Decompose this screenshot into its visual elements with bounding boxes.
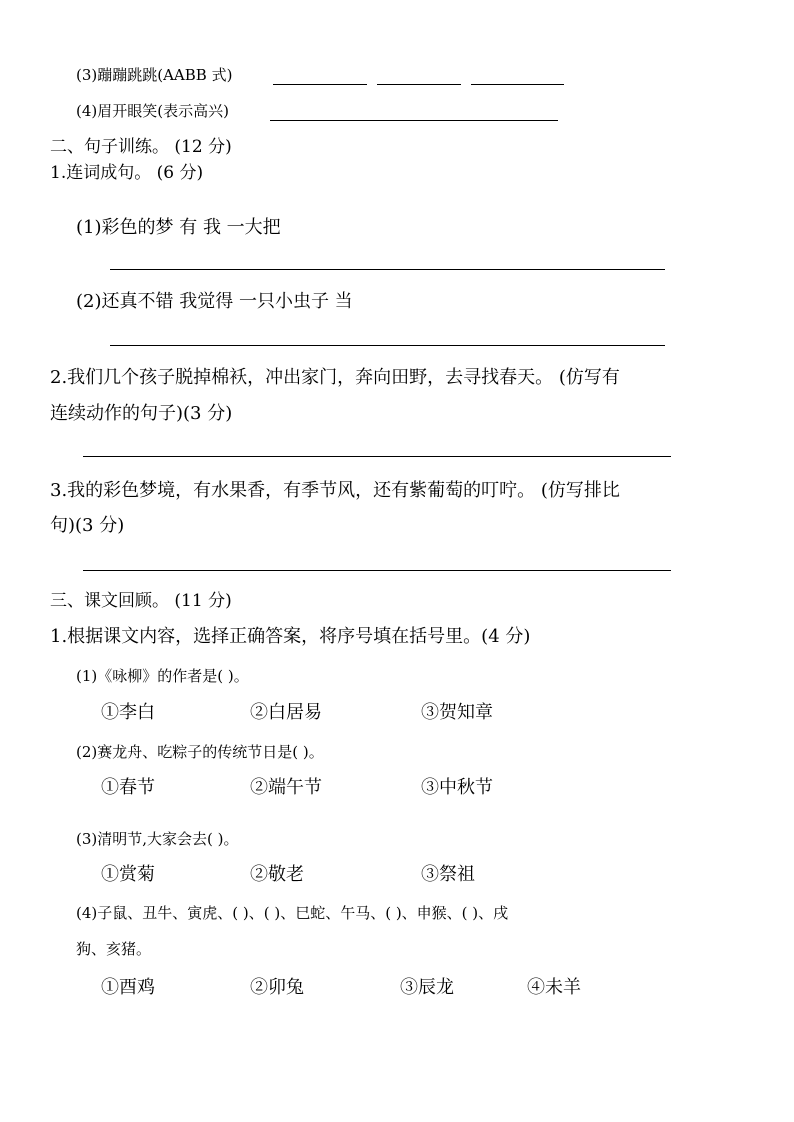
item-4-option-2: ②卯兔 xyxy=(250,977,304,998)
section-3-item-2-question: (2)赛龙舟、吃粽子的传统节日是( )。 xyxy=(76,743,324,761)
item-3-option-3: ③祭祖 xyxy=(421,864,475,885)
section-2-q3-line-2: 句)(3 分) xyxy=(50,515,125,536)
section-2-q1-heading: 1.连词成句。 (6 分) xyxy=(50,163,204,183)
section-3-item-4-question-line-2: 狗、亥猪。 xyxy=(76,940,152,958)
item-1-option-1: ①李白 xyxy=(101,702,155,723)
section-3-item-1-question: (1)《咏柳》的作者是( )。 xyxy=(76,667,249,685)
item-3-option-2: ②敬老 xyxy=(250,864,304,885)
item-2-option-1: ①春节 xyxy=(101,777,155,798)
item-2-option-3: ③中秋节 xyxy=(421,777,493,798)
item-4-option-3: ③辰龙 xyxy=(400,977,454,998)
section-2-q1-item-1: (1)彩色的梦 有 我 一大把 xyxy=(76,217,281,238)
section-2-heading: 二、句子训练。 (12 分) xyxy=(50,137,232,157)
section-3-heading: 三、课文回顾。 (11 分) xyxy=(50,591,232,611)
item-4-option-4: ④未羊 xyxy=(527,977,581,998)
item-1-option-2: ②白居易 xyxy=(250,702,322,723)
item-3-option-1: ①赏菊 xyxy=(101,864,155,885)
section-2-q3-line-1: 3.我的彩色梦境，有水果香，有季节风，还有紫葡萄的叮咛。 (仿写排比 xyxy=(50,480,620,501)
section-3-item-4-question-line-1: (4)子鼠、丑牛、寅虎、( )、( )、巳蛇、午马、( )、申猴、( )、戌 xyxy=(76,904,509,922)
item-4-text: (4)眉开眼笑(表示高兴) xyxy=(76,102,229,120)
item-3-text: (3)蹦蹦跳跳(AABB 式) xyxy=(76,66,233,84)
item-4-option-1: ①酉鸡 xyxy=(101,977,155,998)
answer-blank-3c[interactable] xyxy=(471,84,564,85)
answer-line-q2[interactable] xyxy=(83,456,671,457)
section-3-item-3-question: (3)清明节,大家会去( )。 xyxy=(76,830,239,848)
section-2-q2-line-1: 2.我们几个孩子脱掉棉袄，冲出家门，奔向田野，去寻找春天。 (仿写有 xyxy=(50,367,620,388)
answer-blank-4[interactable] xyxy=(270,120,558,121)
item-2-option-2: ②端午节 xyxy=(250,777,322,798)
item-1-option-3: ③贺知章 xyxy=(421,702,493,723)
answer-blank-3b[interactable] xyxy=(377,84,461,85)
section-3-q1-heading: 1.根据课文内容，选择正确答案，将序号填在括号里。(4 分) xyxy=(50,626,531,647)
section-2-q1-item-2: (2)还真不错 我觉得 一只小虫子 当 xyxy=(76,291,353,312)
answer-line-q3[interactable] xyxy=(83,570,671,571)
answer-blank-3a[interactable] xyxy=(273,84,367,85)
answer-line-q1-1[interactable] xyxy=(110,269,665,270)
section-2-q2-line-2: 连续动作的句子)(3 分) xyxy=(50,403,233,424)
answer-line-q1-2[interactable] xyxy=(110,345,665,346)
